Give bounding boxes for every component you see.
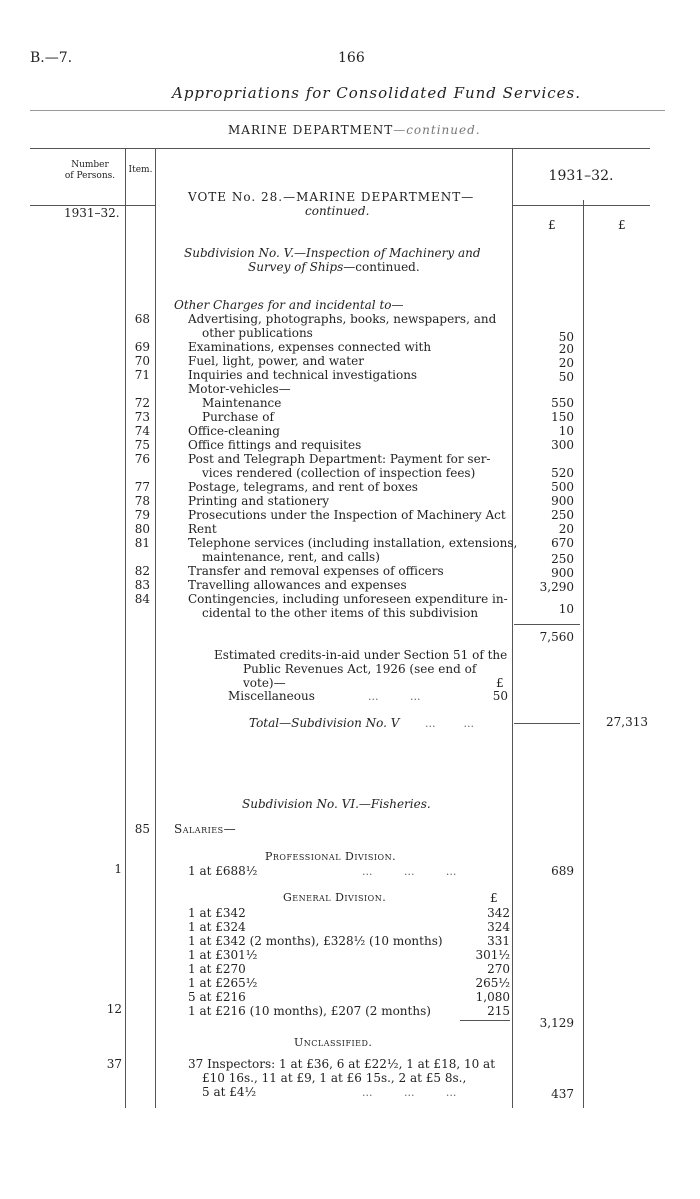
charge-label: Fuel, light, power, and water — [188, 354, 364, 368]
item-number: 70 — [134, 354, 150, 368]
unclassified-line-2: £10 16s., 11 at £9, 1 at £6 15s., 2 at £5 8s., — [202, 1071, 467, 1085]
charge-label: Travelling allowances and expenses — [188, 578, 407, 592]
charge-label: Rent — [188, 522, 217, 536]
subtotal-rule — [514, 624, 580, 625]
subdivision-5-title-part: Survey of Ships — [248, 260, 344, 274]
item-header-rule — [125, 205, 155, 206]
persons-column-header: Number of Persons. — [64, 160, 116, 181]
general-division-row-value: 215 — [487, 1004, 510, 1018]
charge-amount: 50 — [558, 370, 574, 384]
general-division-row-value: 331 — [487, 934, 510, 948]
vote-continued: continued. — [305, 204, 370, 218]
charge-label: Office fittings and requisites — [188, 438, 362, 452]
subdivision-5-title-line2 — [248, 260, 420, 274]
charge-label: Office-cleaning — [188, 424, 280, 438]
report-reference: B.—7. — [30, 50, 73, 66]
charge-amount: 500 — [551, 480, 574, 494]
item-number: 71 — [134, 368, 150, 382]
credits-line-3: vote)— — [243, 676, 286, 690]
item-number: 78 — [134, 494, 150, 508]
charge-label: Purchase of — [202, 410, 274, 424]
persons-year: 1931–32. — [64, 206, 120, 220]
general-division-row-label: 1 at £301½ — [188, 948, 258, 962]
charge-label: Contingencies, including unforeseen expenditure in- — [188, 592, 508, 606]
charge-label-continued: maintenance, rent, and calls) — [202, 550, 380, 564]
col-divider-persons — [125, 148, 126, 1108]
item-number: 72 — [134, 396, 150, 410]
charge-label: Printing and stationery — [188, 494, 330, 508]
total-subdivision-5-amount: 27,313 — [606, 715, 648, 729]
general-division-row-value: 301½ — [475, 948, 510, 962]
general-division-row-value: 265½ — [475, 976, 510, 990]
miscellaneous-amount: 50 — [492, 689, 508, 703]
dots: ... ... — [425, 717, 474, 730]
subdivision-5-continued: —continued. — [343, 260, 420, 274]
general-division-row-value: 342 — [487, 906, 510, 920]
general-division-row-value: 1,080 — [475, 990, 510, 1004]
unclassified-amount: 437 — [551, 1087, 574, 1101]
charge-label: Prosecutions under the Inspection of Machinery Act — [188, 508, 506, 522]
department-continued: —continued. — [393, 123, 481, 137]
vote-title: VOTE No. 28.—MARINE DEPARTMENT— — [188, 190, 475, 204]
charge-label-continued: cidental to the other items of this subdivision — [202, 606, 479, 620]
charge-amount: 300 — [551, 438, 574, 452]
col-divider-item — [155, 148, 156, 1108]
general-sum-rule — [460, 1020, 510, 1021]
charge-label: Maintenance — [202, 396, 282, 410]
general-division-row-label: 5 at £216 — [188, 990, 246, 1004]
pound-sign-col2: £ — [618, 218, 626, 232]
item-number: 74 — [134, 424, 150, 438]
department-name: MARINE DEPARTMENT — [228, 123, 394, 137]
general-division-row-label: 1 at £342 (2 months), £328½ (10 months) — [188, 934, 443, 948]
charge-label: Advertising, photographs, books, newspapers, and — [188, 312, 497, 326]
persons-count-unclassified: 37 — [106, 1057, 122, 1071]
charge-label: Postage, telegrams, and rent of boxes — [188, 480, 418, 494]
item-number: 69 — [134, 340, 150, 354]
general-division-amount: 3,129 — [539, 1016, 574, 1030]
charge-amount: 520 — [551, 466, 574, 480]
general-division-row-value: 270 — [487, 962, 510, 976]
charge-amount: 3,290 — [539, 580, 574, 594]
general-division-row-value: 324 — [487, 920, 510, 934]
item-number: 75 — [134, 438, 150, 452]
total-dash-rule — [514, 723, 580, 724]
subdivision-5-title: Subdivision No. V.—Inspection of Machinery and — [184, 246, 481, 260]
general-division-row-label: 1 at £270 — [188, 962, 246, 976]
col-divider-amount — [583, 200, 584, 1108]
general-division-heading: General Division. — [283, 891, 387, 904]
dots: ... ... ... — [362, 1086, 457, 1099]
item-number: 83 — [134, 578, 150, 592]
amount-year: 1931–32. — [548, 168, 614, 184]
title-rule — [30, 110, 665, 111]
charge-amount: 10 — [558, 424, 574, 438]
charge-amount: 900 — [551, 494, 574, 508]
general-division-row-label: 1 at £324 — [188, 920, 246, 934]
item-number: 82 — [134, 564, 150, 578]
persons-count-general: 12 — [106, 1002, 122, 1016]
item-number: 80 — [134, 522, 150, 536]
charge-label-continued: other publications — [202, 326, 313, 340]
charge-amount: 900 — [551, 566, 574, 580]
table-top-rule — [30, 148, 650, 149]
charge-amount: 550 — [551, 396, 574, 410]
unclassified-line-1: 37 Inspectors: 1 at £36, 6 at £22½, 1 at £18, 10 at — [188, 1057, 496, 1071]
general-division-row-label: 1 at £265½ — [188, 976, 258, 990]
charge-label: Examinations, expenses connected with — [188, 340, 432, 354]
charge-label: Transfer and removal expenses of officers — [188, 564, 444, 578]
amount-header-rule — [512, 205, 650, 206]
charge-label: Post and Telegraph Department: Payment for ser- — [188, 452, 491, 466]
general-division-row-label: 1 at £216 (10 months), £207 (2 months) — [188, 1004, 431, 1018]
charge-label: Motor-vehicles— — [188, 382, 291, 396]
charge-label: Inquiries and technical investigations — [188, 368, 418, 382]
item-number: 85 — [134, 822, 150, 836]
professional-amount: 689 — [551, 864, 574, 878]
professional-line: 1 at £688½ — [188, 864, 258, 878]
unclassified-line-3: 5 at £4½ — [202, 1085, 257, 1099]
charge-amount: 250 — [551, 552, 574, 566]
amount-contingencies-extra: 10 — [558, 602, 574, 616]
dots: ... ... — [368, 690, 421, 703]
general-division-row-label: 1 at £342 — [188, 906, 246, 920]
item-number: 68 — [134, 312, 150, 326]
charge-amount: 250 — [551, 508, 574, 522]
department-heading — [228, 123, 481, 137]
unclassified-heading: Unclassified. — [294, 1036, 373, 1049]
charge-amount: 20 — [558, 342, 574, 356]
professional-division-heading: Professional Division. — [265, 850, 397, 863]
item-number: 73 — [134, 410, 150, 424]
general-division-pound: £ — [490, 891, 498, 905]
item-column-header: Item. — [128, 165, 153, 175]
credits-line-2: Public Revenues Act, 1926 (see end of — [243, 662, 477, 676]
pound-sign-col1: £ — [548, 218, 556, 232]
credits-line-1: Estimated credits-in-aid under Section 51 of the — [214, 648, 508, 662]
item-number: 76 — [134, 452, 150, 466]
subdivision-6-title: Subdivision No. VI.—Fisheries. — [242, 797, 431, 811]
dots: ... ... ... — [362, 865, 457, 878]
page-number: 166 — [338, 50, 365, 66]
total-subdivision-5-label: Total—Subdivision No. V — [249, 716, 400, 730]
charge-amount: 20 — [558, 356, 574, 370]
credits-pound: £ — [496, 676, 504, 690]
page-title: Appropriations for Consolidated Fund Services. — [172, 84, 582, 102]
miscellaneous-label: Miscellaneous — [228, 689, 315, 703]
item-number: 77 — [134, 480, 150, 494]
item-number: 79 — [134, 508, 150, 522]
charge-amount: 50 — [558, 330, 574, 344]
other-charges-heading: Other Charges for and incidental to— — [174, 298, 404, 312]
charge-amount: 150 — [551, 410, 574, 424]
charge-label-continued: vices rendered (collection of inspection fees) — [202, 466, 476, 480]
persons-count-professional: 1 — [114, 862, 122, 876]
item-number: 84 — [134, 592, 150, 606]
salaries-heading: Salaries— — [174, 822, 237, 836]
subtotal-amount: 7,560 — [539, 630, 574, 644]
charge-label: Telephone services (including installation, extensions, — [188, 536, 518, 550]
item-number: 81 — [134, 536, 150, 550]
charge-amount: 20 — [558, 522, 574, 536]
charge-amount: 670 — [551, 536, 574, 550]
col-divider-desc — [512, 148, 513, 1108]
